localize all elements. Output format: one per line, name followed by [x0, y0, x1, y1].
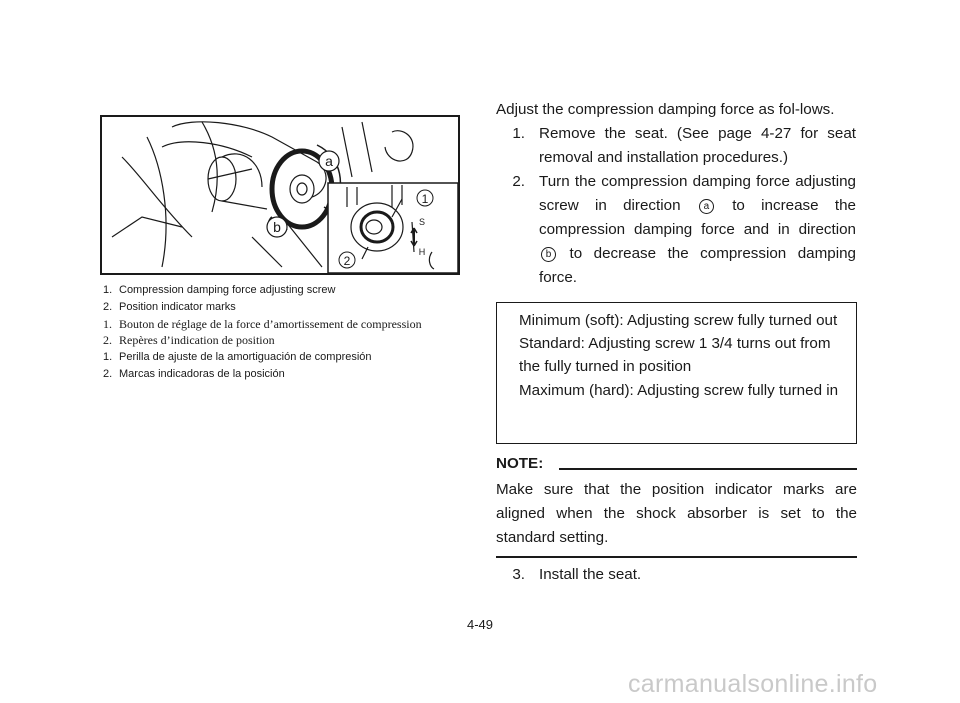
- watermark: carmanualsonline.info: [628, 670, 878, 698]
- direction-b-mark: b: [541, 247, 556, 262]
- adjusting-screw-illustration: [100, 115, 460, 275]
- caption-item: 2. Repères d’indication de position: [103, 333, 275, 348]
- spec-minimum: Minimum (soft): Adjusting screw fully turned out: [519, 312, 838, 329]
- spec-standard: Standard: Adjusting screw 1 3/4 turns out from the fully turned in position: [519, 335, 831, 376]
- note-body: Make sure that the position indicator marks are aligned when the shock absorber is set to the standard setting.: [496, 481, 857, 546]
- spec-box: [496, 302, 857, 444]
- steps-list: [496, 122, 856, 290]
- note-heading: NOTE:: [496, 452, 857, 476]
- page-number: 4-49: [466, 617, 494, 632]
- note-section: [496, 452, 857, 558]
- note-rule: [559, 468, 857, 470]
- procedure-text: [496, 98, 856, 290]
- shock-absorber-drawing: [102, 117, 458, 273]
- intro-paragraph: Adjust the compression damping force as fol-lows.: [496, 101, 835, 118]
- direction-a-mark: a: [699, 199, 714, 214]
- caption-item: 2. Position indicator marks: [103, 300, 236, 313]
- step-1: 1. Remove the seat. (See page 4-27 for seat removal and installation procedures.): [512, 125, 856, 166]
- label-b: b: [273, 219, 281, 235]
- caption-item: 1. Bouton de réglage de la force d’amortissement de compression: [103, 316, 422, 331]
- step-3: 3. Install the seat.: [512, 566, 642, 583]
- note-end-rule: [496, 556, 857, 558]
- label-s: S: [418, 217, 426, 227]
- step-2: 2. Turn the compression damping force adjusting screw in direction a to increase the compression damping force and in direction b to decrease the compression damping force.: [512, 173, 857, 286]
- spec-maximum: Maximum (hard): Adjusting screw fully turned in: [519, 381, 839, 399]
- label-2: 2: [343, 254, 351, 268]
- caption-item: 1. Compression damping force adjusting screw: [103, 284, 336, 296]
- label-h: H: [418, 247, 426, 257]
- label-1: 1: [421, 192, 429, 206]
- figure-captions: [103, 282, 468, 383]
- label-a: a: [325, 153, 333, 169]
- caption-item: 2. Marcas indicadoras de la posición: [103, 367, 285, 380]
- caption-item: 1. Perilla de ajuste de la amortiguación de compresión: [103, 351, 372, 364]
